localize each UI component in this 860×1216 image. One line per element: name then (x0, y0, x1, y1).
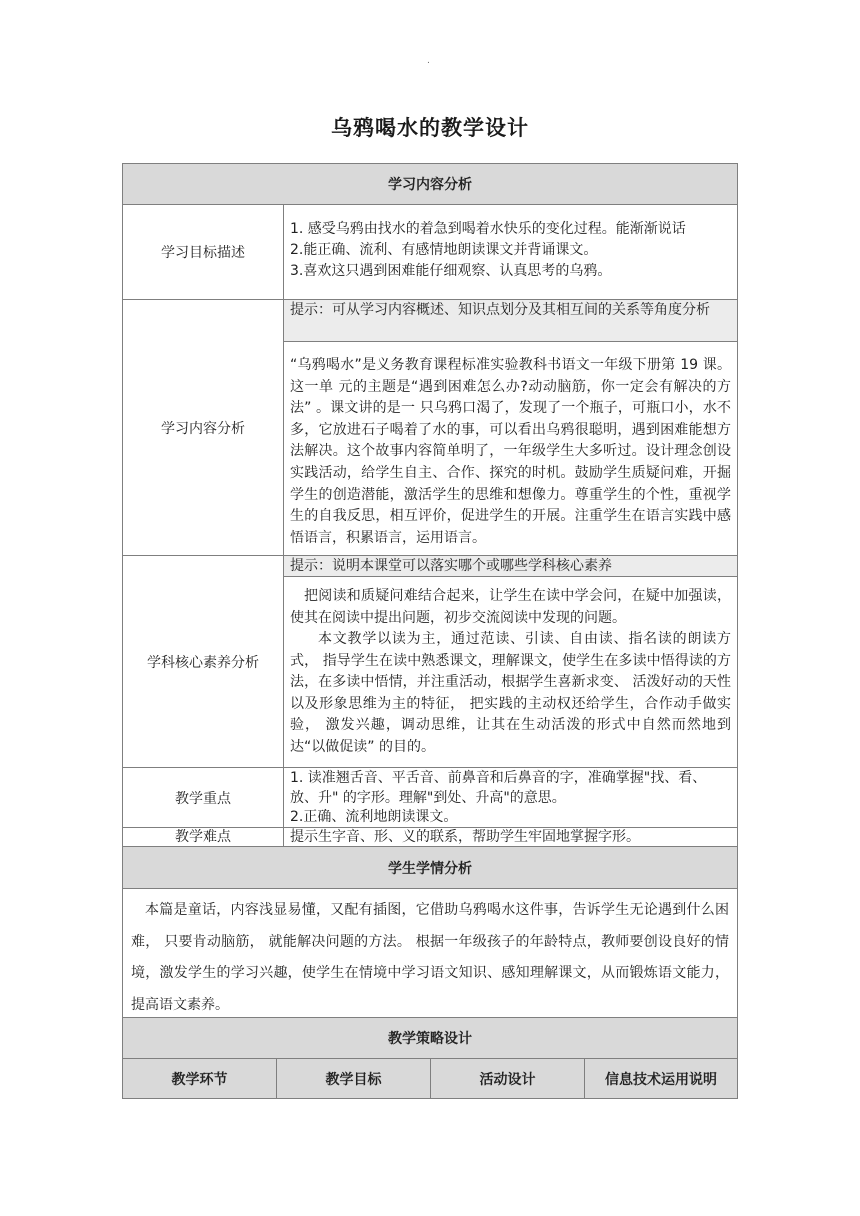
objectives-label: 学习目标描述 (122, 204, 284, 300)
core-literacy-label: 学科核心素养分析 (122, 555, 284, 768)
key-points-cell (283, 767, 738, 828)
column-it-usage: 信息技术运用说明 (584, 1058, 738, 1099)
content-analysis-cell (283, 299, 738, 556)
objectives-row (122, 204, 738, 300)
core-literacy-para-2: 本文教学以读为主，通过范读、引读、自由读、指名读的朗读方式， 指导学生在读中熟悉课文，理解课文，使学生在多读中悟得读的方法，在多读中悟情，并注重活动，根据学生喜新求变、 活泼好动的天性以及形象思维为主的特征， 把实践的主动权还给学生，合作动手做实验， 激发兴趣，调动思维，让其在生动活泼的形式中自然而然地到达“以做促读” 的目的。 (290, 631, 731, 755)
key-points-row (122, 767, 738, 828)
column-activity-design: 活动设计 (430, 1058, 585, 1099)
difficulty-cell (283, 827, 738, 847)
page-dot: . (427, 56, 430, 66)
key-point-2: 2.正确、流利地朗读课文。 (290, 809, 458, 825)
section-header-strategy: 教学策略设计 (122, 1017, 738, 1059)
column-teaching-goal: 教学目标 (276, 1058, 431, 1099)
core-literacy-hint: 提示：说明本课堂可以落实哪个或哪些学科核心素养 (284, 556, 737, 577)
core-literacy-para-1: 把阅读和质疑问难结合起来，让学生在读中学会问，在疑中加强读， 使其在阅读中提出问题，初步交流阅读中发现的问题。 (290, 588, 731, 626)
section-header-content-analysis: 学习内容分析 (122, 163, 738, 205)
difficulty-text: 提示生字音、形、义的联系，帮助学生牢固地掌握字形。 (290, 829, 640, 845)
page-title: 乌鸦喝水的教学设计 (331, 116, 529, 140)
objective-line-2: 2.能正确、流利、有感情地朗读课文并背诵课文。 (290, 242, 598, 258)
column-teaching-step: 教学环节 (122, 1058, 277, 1099)
objective-line-1: 1. 感受乌鸦由找水的着急到喝着水快乐的变化过程。能渐渐说话 (290, 221, 686, 237)
content-analysis-row (122, 299, 738, 556)
section-header-student-analysis: 学生学情分析 (122, 846, 738, 889)
key-point-1: 1. 读准翘舌音、平舌音、前鼻音和后鼻音的字，准确掌握"找、看、放、升" 的字形。理解"到处、升高"的意思。 (290, 770, 707, 806)
content-analysis-label: 学习内容分析 (122, 299, 284, 556)
difficulty-row (122, 827, 738, 847)
content-analysis-hint: 提示：可从学习内容概述、知识点划分及其相互间的关系等角度分析 (284, 300, 737, 342)
core-literacy-cell (283, 555, 738, 768)
objective-line-3: 3.喜欢这只遇到困难能仔细观察、认真思考的乌鸦。 (290, 263, 612, 279)
student-analysis-cell (122, 888, 738, 1018)
content-analysis-text: “乌鸦喝水”是义务教育课程标准实验教科书语文一年级下册第 19 课。这一单 元的主题是“遇到困难怎么办?动动脑筋，你一定会有解决的方法” 。课文讲的是一 只乌鸦口渴了，发现了一个瓶子，可瓶口小，水不多，它放进石子喝着了水的事，可以看出乌鸦很聪明，遇到困难能想方法解决。这个故事内容简单明了，一年级学生大多听过。设计理念创设实践活动，给学生自主、合作、探究的时机。鼓励学生质疑问难，开掘学生的创造潜能，激活学生的思维和想像力。尊重学生的个性，重视学生的自我反思，相互评价，促进学生的开展。注重学生在语言实践中感悟语言，积累语言，运用语言。 (290, 357, 731, 546)
core-literacy-row (122, 555, 738, 768)
difficulty-label: 教学难点 (122, 827, 284, 847)
student-analysis-text: 本篇是童话，内容浅显易懂，又配有插图，它借助乌鸦喝水这件事，告诉学生无论遇到什么困难， 只要肯动脑筋， 就能解决问题的方法。 根据一年级孩子的年龄特点，教师要创设良好的情境，激发学生的学习兴趣，使学生在情境中学习语文知识、感知理解课文，从而锻炼语文能力，提高语文素养。 (131, 902, 729, 1013)
objectives-content (283, 204, 738, 300)
key-points-label: 教学重点 (122, 767, 284, 828)
strategy-header-row (122, 1058, 738, 1099)
